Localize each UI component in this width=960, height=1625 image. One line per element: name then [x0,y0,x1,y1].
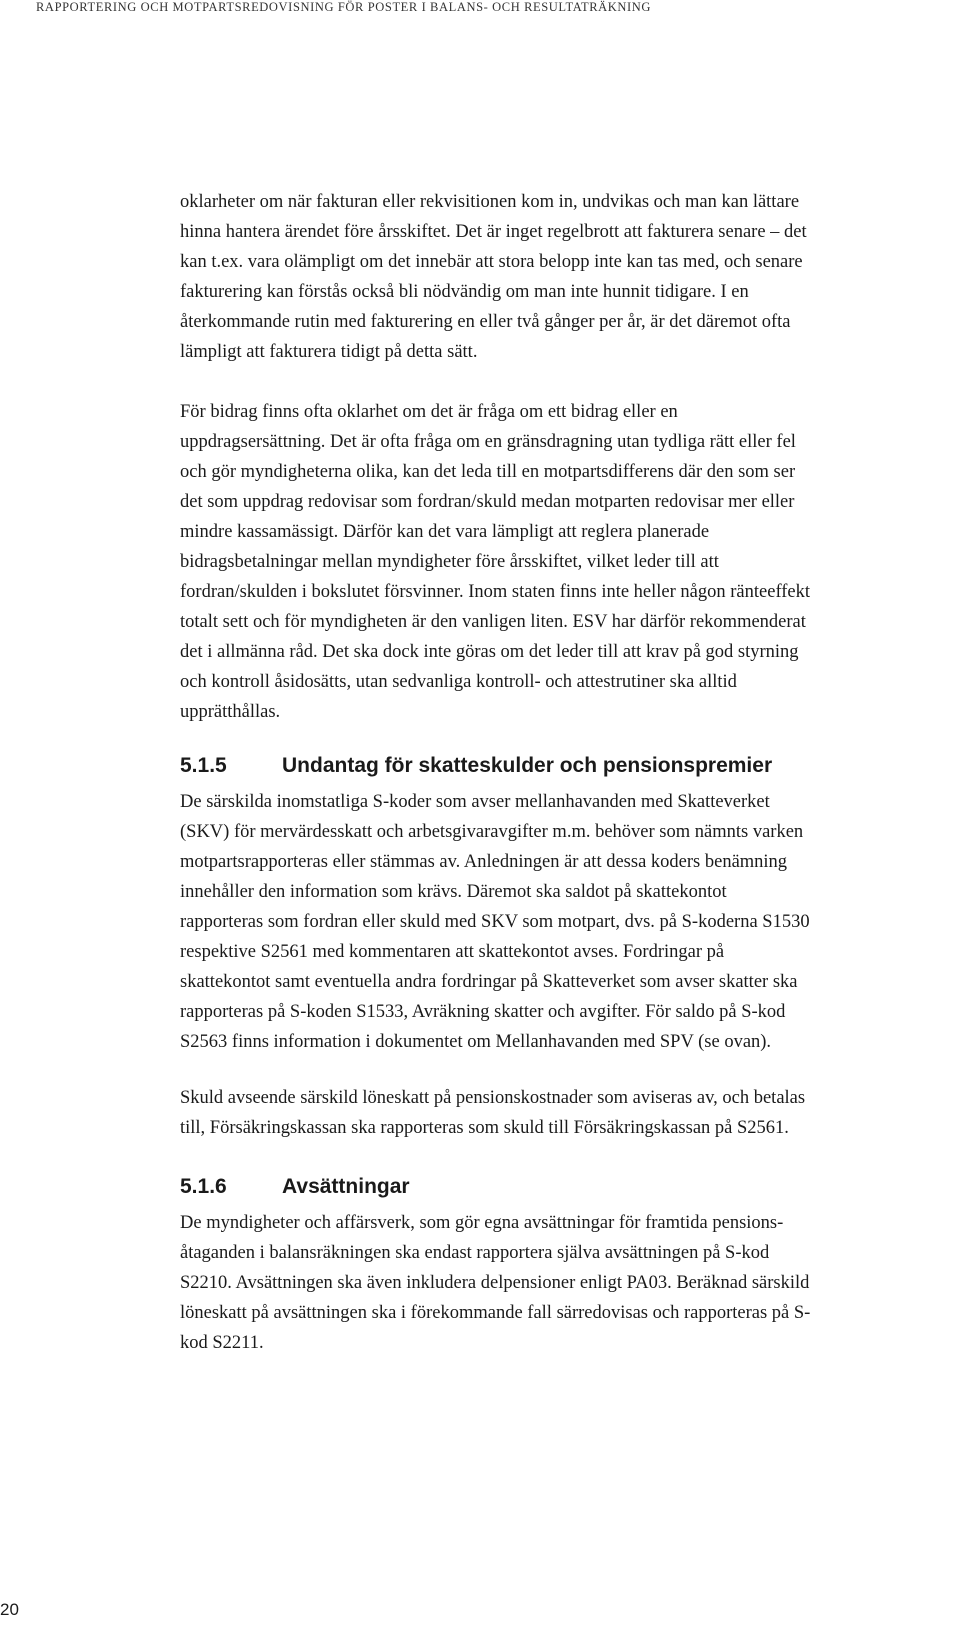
text-line: De särskilda inomstatliga S-koder som avser mellanhavanden med Skatteverket [180,792,770,812]
paragraph-tax-codes [180,787,932,1057]
text-line: De myndigheter och affärsverk, som gör egna avsättningar för framtida pensions- [180,1213,784,1233]
text-line: hinna hantera ärendet före årsskiftet. Det är inget regelbrott att fakturera senare – det [180,222,807,242]
text-line: det som uppdrag redovisar som fordran/skuld medan motparten redovisar mer eller [180,492,795,512]
text-line: och gör myndigheterna olika, kan det leda till en motpartsdifferens där den som ser [180,462,796,482]
paragraph-invoicing [180,187,932,367]
text-line: fakturering kan förstås också bli nödvändig om man inte hunnit tidigare. I en [180,282,749,302]
text-line: kod S2211. [180,1333,264,1353]
text-line: kan t.ex. vara olämpligt om det innebär att stora belopp inte kan tas med, och senare [180,252,803,272]
text-line: till, Försäkringskassan ska rapporteras som skuld till Försäkringskassan på S2561. [180,1118,789,1138]
section-heading-5-1-5 [180,754,772,778]
section-title: Avsättningar [282,1175,410,1198]
text-line: rapporteras som fordran eller skuld med SKV som motpart, dvs. på S-koderna S1530 [180,912,810,932]
text-line: För bidrag finns ofta oklarhet om det är fråga om ett bidrag eller en [180,402,678,422]
paragraph-grants [180,397,932,727]
paragraph-provisions [180,1208,932,1358]
text-line: och kontroll åsidosätts, utan sedvanliga kontroll- och attestrutiner ska alltid [180,672,737,692]
text-line: bidragsbetalningar mellan myndigheter före årsskiftet, vilket leder till att [180,552,719,572]
text-line: oklarheter om när fakturan eller rekvisitionen kom in, undvikas och man kan lättare [180,192,800,212]
text-line: det i allmänna råd. Det ska dock inte göras om det leder till att krav på god styrning [180,642,799,662]
text-line: upprätthållas. [180,702,281,722]
text-line: lämpligt att fakturera tidigt på detta sätt. [180,342,478,362]
text-line: Skuld avseende särskild löneskatt på pensionskostnader som aviseras av, och betalas [180,1088,806,1108]
text-line: rapporteras på S-koden S1533, Avräkning skatter och avgifter. För saldo på S-kod [180,1002,786,1022]
paragraph-payroll-tax [180,1083,932,1143]
text-line: motpartsrapporteras eller stämmas av. Anledningen är att dessa koders benämning [180,852,788,872]
text-line: fordran/skulden i bokslutet försvinner. Inom staten finns inte heller någon ränteeffekt [180,582,811,602]
page-number: 20 [0,1600,19,1619]
text-line: respektive S2561 med kommentaren att skattekontot avses. Fordringar på [180,942,725,962]
text-line: totalt sett och för myndigheten är den vanligen liten. ESV har därför rekommenderat [180,612,806,632]
text-line: (SKV) för mervärdesskatt och arbetsgivaravgifter m.m. behöver som nämnts varken [180,822,804,842]
section-number: 5.1.5 [180,754,227,777]
section-heading-5-1-6 [180,1175,410,1199]
section-number: 5.1.6 [180,1175,227,1198]
text-line: innehåller den information som krävs. Däremot ska saldot på skattekontot [180,882,727,902]
text-line: skattekontot samt eventuella andra fordringar på Skatteverket som avser skatter ska [180,972,798,992]
running-header: RAPPORTERING OCH MOTPARTSREDOVISNING FÖR POSTER I BALANS- OCH RESULTATRÄKNING [36,0,652,14]
text-line: uppdragsersättning. Det är ofta fråga om en gränsdragning utan tydliga rätt eller fel [180,432,796,452]
text-line: S2210. Avsättningen ska även inkludera delpensioner enligt PA03. Beräknad särskild [180,1273,810,1293]
text-line: löneskatt på avsättningen ska i förekommande fall särredovisas och rapporteras på S- [180,1303,811,1323]
text-line: återkommande rutin med fakturering en eller två gånger per år, är det däremot ofta [180,312,791,332]
section-title: Undantag för skatteskulder och pensionspremier [282,754,773,777]
text-line: S2563 finns information i dokumentet om Mellanhavanden med SPV (se ovan). [180,1032,772,1052]
text-line: mindre kassamässigt. Därför kan det vara lämpligt att reglera planerade [180,522,710,542]
text-line: åtaganden i balansräkningen ska endast rapportera själva avsättningen på S-kod [180,1243,770,1263]
